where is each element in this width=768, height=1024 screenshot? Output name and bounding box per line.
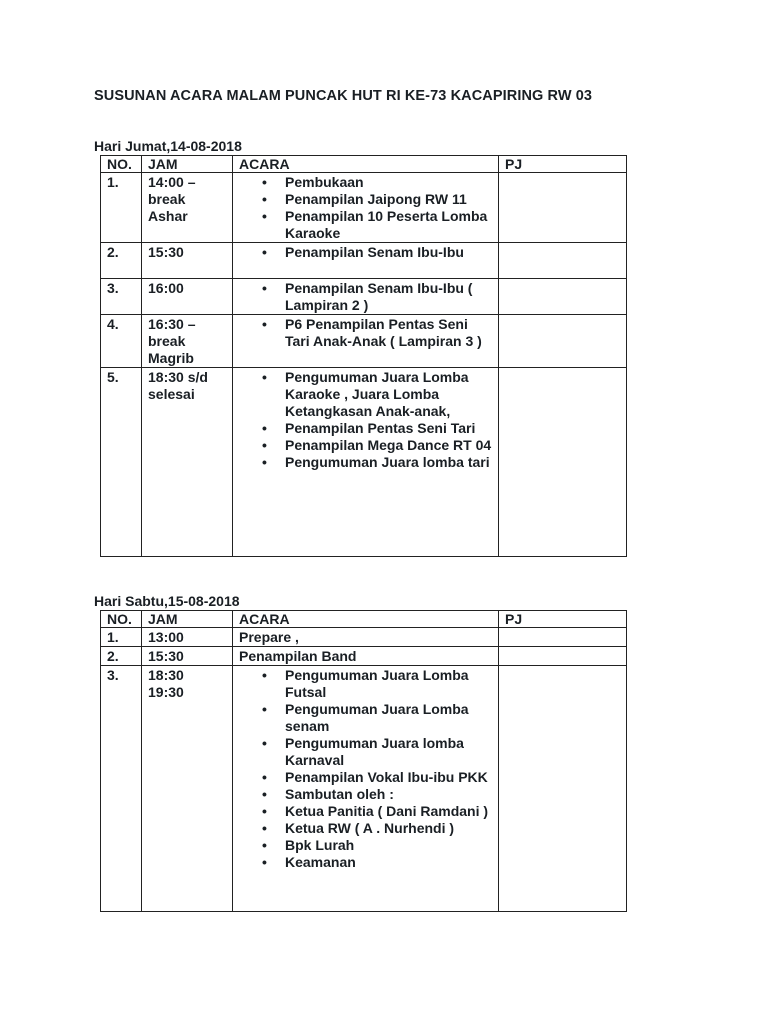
list-item: • Keamanan [239,854,492,871]
row-jam: 16:00 [142,279,233,315]
header-no: NO. [101,611,142,628]
list-item: • Pengumuman Juara Lomba Futsal [239,667,492,701]
list-item: • Penampilan Mega Dance RT 04 [239,437,492,454]
table-header-row [101,156,627,173]
row-no: 1. [101,628,142,647]
header-pj: PJ [499,611,627,628]
row-pj [499,628,627,647]
header-jam: JAM [142,156,233,173]
header-no: NO. [101,156,142,173]
row-pj [499,243,627,279]
table-row [101,628,627,647]
row-pj [499,368,627,557]
schedule-table-sabtu [100,610,627,912]
row-acara [233,368,499,557]
table-header-row [101,611,627,628]
document-title: SUSUNAN ACARA MALAM PUNCAK HUT RI KE-73 KACAPIRING RW 03 [94,88,593,104]
table-row [101,666,627,912]
row-no: 4. [101,315,142,368]
row-pj [499,666,627,912]
list-item: • Penampilan 10 Peserta Lomba Karaoke [239,208,492,242]
row-acara [233,666,499,912]
row-acara [233,315,499,368]
row-no: 3. [101,666,142,912]
row-no: 2. [101,647,142,666]
list-item: • Penampilan Senam Ibu-Ibu [239,244,492,261]
header-acara: ACARA [233,611,499,628]
table-row [101,647,627,666]
row-acara [233,243,499,279]
list-item: • Pengumuman Juara lomba tari [239,454,492,471]
list-item: • Ketua Panitia ( Dani Ramdani ) [239,803,492,820]
row-pj [499,173,627,243]
list-item: • Sambutan oleh : [239,786,492,803]
list-item: • Bpk Lurah [239,837,492,854]
list-item: • Pengumuman Juara Lomba senam [239,701,492,735]
row-pj [499,279,627,315]
header-pj: PJ [499,156,627,173]
row-acara [233,279,499,315]
row-jam: 14:00 – break Ashar [142,173,233,243]
header-acara: ACARA [233,156,499,173]
row-no: 2. [101,243,142,279]
list-item: • Penampilan Jaipong RW 11 [239,191,492,208]
row-pj [499,647,627,666]
row-no: 1. [101,173,142,243]
day-label-sabtu: Hari Sabtu,15-08-2018 [94,593,240,609]
table-row [101,173,627,243]
row-jam: 18:30 s/d selesai [142,368,233,557]
list-item: • Pengumuman Juara lomba Karnaval [239,735,492,769]
row-pj [499,315,627,368]
row-jam: 15:30 [142,647,233,666]
table-row [101,279,627,315]
list-item: • Pengumuman Juara Lomba Karaoke , Juara Lomba Ketangkasan Anak-anak, [239,369,492,420]
list-item: • Penampilan Senam Ibu-Ibu ( Lampiran 2 ) [239,280,492,314]
list-item: • P6 Penampilan Pentas Seni Tari Anak-Anak ( Lampiran 3 ) [239,316,492,350]
row-jam: 16:30 – break Magrib [142,315,233,368]
row-jam: 18:30 19:30 [142,666,233,912]
table-row [101,315,627,368]
list-item: • Penampilan Vokal Ibu-ibu PKK [239,769,492,786]
row-acara [233,173,499,243]
day-label-jumat: Hari Jumat,14-08-2018 [94,138,242,154]
row-no: 3. [101,279,142,315]
row-jam: 15:30 [142,243,233,279]
header-jam: JAM [142,611,233,628]
row-acara: Prepare , [233,628,499,647]
list-item: • Pembukaan [239,174,492,191]
schedule-table-jumat [100,155,627,557]
row-no: 5. [101,368,142,557]
row-jam: 13:00 [142,628,233,647]
list-item: • Penampilan Pentas Seni Tari [239,420,492,437]
row-acara: Penampilan Band [233,647,499,666]
list-item: • Ketua RW ( A . Nurhendi ) [239,820,492,837]
table-row [101,243,627,279]
table-row [101,368,627,557]
